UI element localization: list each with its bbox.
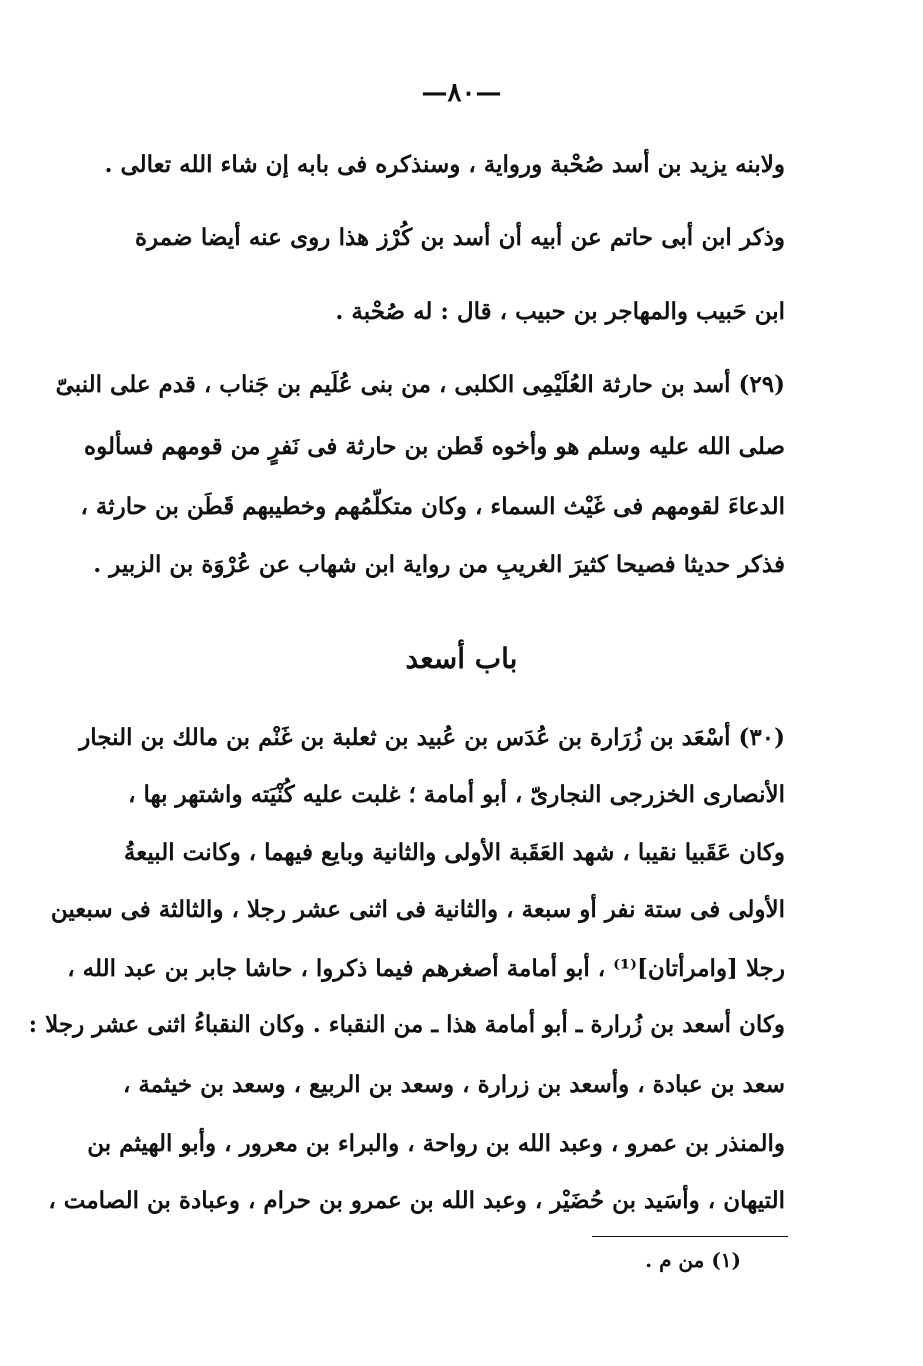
text-line: ابن حَبيب والمهاجر بن حبيب ، قال : له صُحْبة . bbox=[335, 298, 785, 325]
text-line: وذكر ابن أبى حاتم عن أبيه أن أسد بن كُرْز هذا روى عنه أيضا ضمرة bbox=[135, 224, 785, 251]
text-line: (٣٠) أسْعَد بن زُرَارة بن عُدَس بن عُبيد بن ثعلبة بن غَنْم بن مالك بن النجار bbox=[79, 724, 785, 751]
page-number: —٨٠— bbox=[421, 78, 502, 108]
text-line: الأنصارى الخزرجى النجارىّ ، أبو أمامة ؛ غلبت عليه كُنْيَته واشتهر بها ، bbox=[128, 781, 785, 808]
text-line: صلى الله عليه وسلم هو وأخوه قَطن بن حارثة فى نَفرٍ من قومهم فسألوه bbox=[84, 433, 785, 460]
text-line: الأولى فى ستة نفر أو سبعة ، والثانية فى اثنى عشر رجلا ، والثالثة فى سبعين bbox=[50, 896, 785, 923]
footnote-divider bbox=[592, 1236, 788, 1237]
text-line: وكان أسعد بن زُرارة ـ أبو أمامة هذا ـ من النقباء . وكان النقباءُ اثنى عشر رجلا : bbox=[28, 1011, 785, 1038]
text-line: رجلا [وامرأتان]⁽¹⁾ ، أبو أمامة أصغرهم فيما ذكروا ، حاشا جابر بن عبد الله ، bbox=[67, 955, 785, 982]
text-line: وكان عَقَبيا نقيبا ، شهد العَقَبة الأولى والثانية وبايع فيهما ، وكانت البيعةُ bbox=[123, 839, 785, 866]
footnote: (١) من م . bbox=[645, 1248, 741, 1272]
text-line: (٢٩) أسد بن حارثة العُلَيْمِى الكلبى ، من بنى عُلَيم بن جَناب ، قدم على النبىّ bbox=[55, 371, 785, 398]
section-heading: باب أسعد bbox=[405, 642, 518, 675]
text-line: فذكر حديثا فصيحا كثيرَ الغريبِ من رواية ابن شهاب عن عُرْوَة بن الزبير . bbox=[93, 551, 785, 578]
text-line: الدعاءَ لقومهم فى غَيْث السماء ، وكان متكلّمُهم وخطيبهم قَطَن بن حارثة ، bbox=[80, 493, 785, 520]
text-line: سعد بن عبادة ، وأسعد بن زرارة ، وسعد بن الربيع ، وسعد بن خيثمة ، bbox=[122, 1071, 785, 1098]
text-line: والمنذر بن عمرو ، وعبد الله بن رواحة ، والبراء بن معرور ، وأبو الهيثم بن bbox=[87, 1130, 785, 1157]
text-line: ولابنه يزيد بن أسد صُحْبة ورواية ، وسنذكره فى بابه إن شاء الله تعالى . bbox=[104, 151, 785, 178]
text-line: التيهان ، وأسَيد بن حُضَيْر ، وعبد الله بن عمرو بن حرام ، وعبادة بن الصامت ، bbox=[48, 1187, 785, 1214]
